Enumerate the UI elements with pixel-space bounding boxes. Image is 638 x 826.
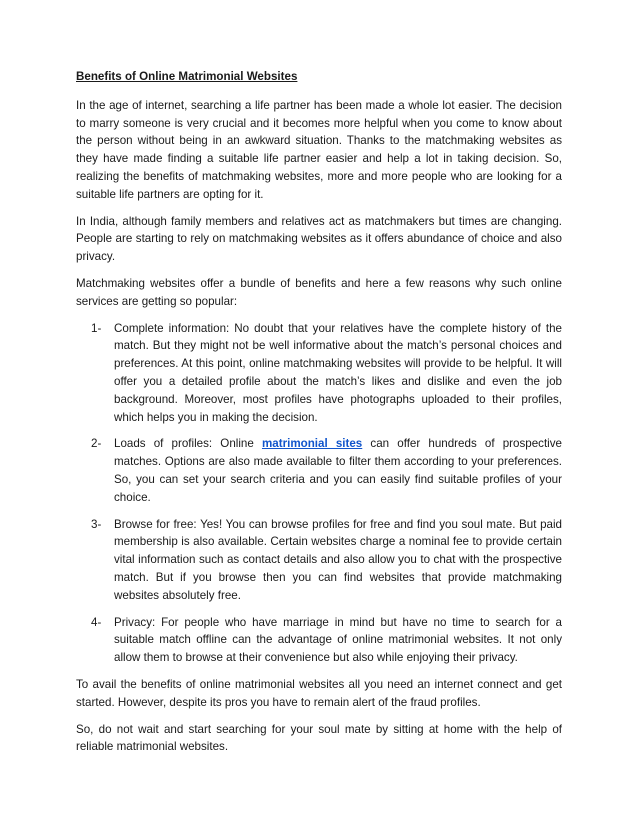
list-marker: 1-	[91, 321, 102, 335]
list-marker: 4-	[91, 615, 102, 629]
list-marker: 2-	[91, 437, 102, 451]
list-item-text: Privacy: For people who have marriage in mind but have no time to search for a suitable match offline can the advantage of online matrimonial websites. It not only allow them to browse at their convenience but also while enjoying their privacy.	[114, 615, 562, 665]
intro-paragraph: In the age of internet, searching a life partner has been made a whole lot easier. The decision to marry someone is very crucial and it becomes more helpful when you come to know about the person without being in an awkward situation. Thanks to the matchmaking websites as they have made finding a suitable life partner easier and help a lot in taking decision. So, realizing the benefits of matchmaking websites, more and more people who are looking for a suitable life partners are opting for it.	[76, 98, 562, 201]
matrimonial-sites-link[interactable]: matrimonial sites	[261, 437, 363, 451]
list-item-text-before: Loads of profiles: Online	[114, 437, 262, 451]
list-item	[76, 435, 562, 506]
list-item-text: Browse for free: Yes! You can browse profiles for free and find you soul mate. But paid membership is also available. Certain websites charge a nominal fee to provide certain vital information such as contact details and also allow you to chat with the prospective match. But if you browse then you can find websites that provide matchmaking websites absolutely free.	[114, 517, 562, 602]
india-paragraph: In India, although family members and relatives act as matchmakers but times are changing. People are starting to rely on matchmaking websites as it offers abundance of choice and also privacy.	[76, 214, 562, 264]
document-title: Benefits of Online Matrimonial Websites	[76, 70, 298, 83]
list-item	[76, 320, 562, 427]
benefits-intro-paragraph: Matchmaking websites offer a bundle of benefits and here a few reasons why such online services are getting so popular:	[76, 276, 562, 308]
final-paragraph: So, do not wait and start searching for your soul mate by sitting at home with the help of reliable matrimonial websites.	[76, 722, 562, 754]
list-item	[76, 516, 562, 605]
list-item-text: Complete information: No doubt that your relatives have the complete history of the match. But they might not be well informative about the match’s personal choices and preferences. At this point, online matchmaking websites will provide to be helpful. It will offer you a detailed profile about the match’s likes and dislike and even the job background. Moreover, most profiles have photographs uploaded to their profiles, which helps you in making the decision.	[114, 321, 562, 424]
list-marker: 3-	[91, 517, 102, 531]
list-item	[76, 614, 562, 667]
list-item-text-after: can offer hundreds of prospective matches. Options are also made available to filter them according to your preferences. So, you can set your search criteria and you can easily find suitable profiles of your choice.	[114, 437, 562, 504]
closing-paragraph: To avail the benefits of online matrimonial websites all you need an internet connect and get started. However, despite its pros you have to remain alert of the fraud profiles.	[76, 677, 562, 709]
benefits-list	[76, 320, 562, 667]
document-page	[76, 68, 562, 765]
